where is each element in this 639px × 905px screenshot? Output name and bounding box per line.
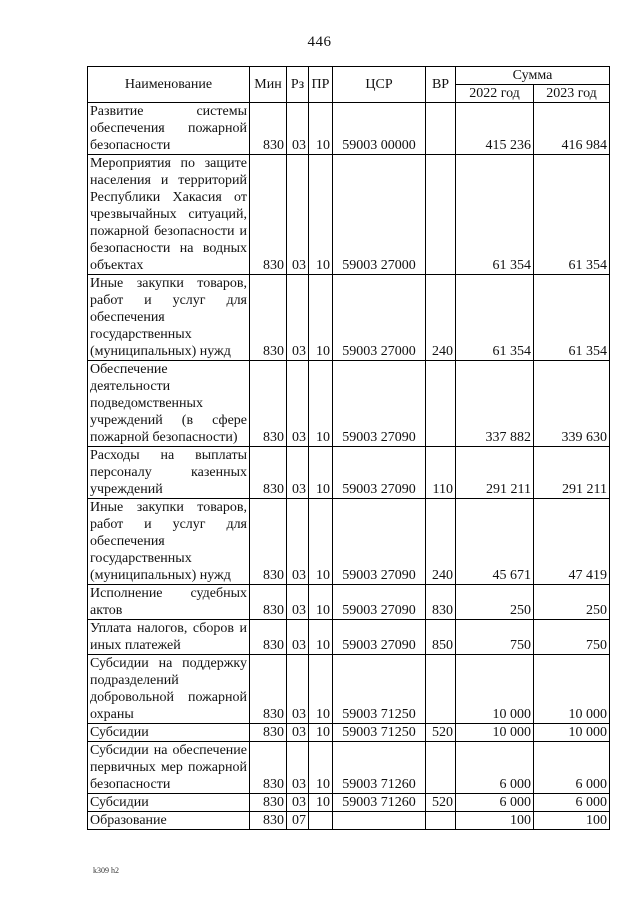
cell-name: Обеспечение деятельности подведомственных учреждений (в сфере пожарной безопасности) [88,361,250,447]
cell-2022: 415 236 [456,103,534,155]
cell-vr: 110 [426,447,456,499]
cell-pr: 10 [309,499,333,585]
cell-vr: 240 [426,499,456,585]
footer-code: k309 h2 [93,866,119,875]
cell-vr: 520 [426,794,456,812]
cell-vr [426,361,456,447]
cell-2022: 10 000 [456,655,534,724]
cell-csr: 59003 27000 [333,155,426,275]
table-row [88,499,610,585]
cell-2022: 61 354 [456,155,534,275]
cell-min: 830 [250,742,287,794]
cell-min: 830 [250,655,287,724]
cell-min: 830 [250,812,287,830]
table-row [88,655,610,724]
cell-csr [333,812,426,830]
cell-name: Субсидии [88,794,250,812]
cell-min: 830 [250,620,287,655]
cell-pr: 10 [309,794,333,812]
cell-min: 830 [250,724,287,742]
cell-2022: 10 000 [456,724,534,742]
cell-vr: 520 [426,724,456,742]
cell-min: 830 [250,794,287,812]
cell-2023: 100 [534,812,610,830]
cell-name: Исполнение судебных актов [88,585,250,620]
table-row [88,794,610,812]
cell-rz: 03 [287,724,309,742]
cell-rz: 03 [287,585,309,620]
cell-name: Образование [88,812,250,830]
cell-rz: 03 [287,447,309,499]
cell-pr: 10 [309,742,333,794]
header-csr: ЦСР [333,67,426,103]
table-row [88,812,610,830]
cell-rz: 03 [287,275,309,361]
cell-csr: 59003 71250 [333,724,426,742]
cell-pr: 10 [309,724,333,742]
cell-min: 830 [250,447,287,499]
cell-vr [426,812,456,830]
cell-2023: 6 000 [534,794,610,812]
table-row [88,103,610,155]
cell-2023: 47 419 [534,499,610,585]
cell-csr: 59003 71260 [333,794,426,812]
cell-2023: 6 000 [534,742,610,794]
cell-csr: 59003 27000 [333,275,426,361]
cell-pr: 10 [309,585,333,620]
cell-min: 830 [250,585,287,620]
cell-name: Субсидии на поддержку подразделений добровольной пожарной охраны [88,655,250,724]
cell-vr [426,742,456,794]
cell-2023: 10 000 [534,724,610,742]
cell-min: 830 [250,155,287,275]
cell-csr: 59003 27090 [333,585,426,620]
cell-name: Развитие системы обеспечения пожарной безопасности [88,103,250,155]
cell-min: 830 [250,103,287,155]
cell-pr: 10 [309,620,333,655]
cell-vr [426,103,456,155]
cell-name: Мероприятия по защите населения и территорий Республики Хакасия от чрезвычайных ситуаций, пожарной безопасности и безопасности на водных объектах [88,155,250,275]
cell-pr: 10 [309,275,333,361]
cell-2023: 291 211 [534,447,610,499]
cell-pr: 10 [309,361,333,447]
cell-min: 830 [250,361,287,447]
cell-2022: 291 211 [456,447,534,499]
cell-csr: 59003 27090 [333,447,426,499]
cell-rz: 07 [287,812,309,830]
header-vr: ВР [426,67,456,103]
header-year-2023: 2023 год [534,85,610,103]
cell-2022: 250 [456,585,534,620]
cell-rz: 03 [287,742,309,794]
cell-vr [426,155,456,275]
table-row [88,742,610,794]
cell-name: Субсидии на обеспечение первичных мер пожарной безопасности [88,742,250,794]
cell-csr: 59003 00000 [333,103,426,155]
cell-name: Субсидии [88,724,250,742]
cell-2023: 750 [534,620,610,655]
cell-vr: 830 [426,585,456,620]
cell-vr: 240 [426,275,456,361]
cell-vr: 850 [426,620,456,655]
table-row [88,585,610,620]
cell-pr: 10 [309,103,333,155]
cell-2023: 416 984 [534,103,610,155]
cell-rz: 03 [287,155,309,275]
cell-csr: 59003 71260 [333,742,426,794]
cell-rz: 03 [287,620,309,655]
cell-pr: 10 [309,655,333,724]
cell-2022: 61 354 [456,275,534,361]
budget-table [87,66,610,830]
cell-csr: 59003 27090 [333,620,426,655]
table-header [88,67,610,103]
cell-rz: 03 [287,361,309,447]
table-row [88,620,610,655]
cell-pr [309,812,333,830]
cell-name: Иные закупки товаров, работ и услуг для обеспечения государственных (муниципальных) нужд [88,499,250,585]
cell-rz: 03 [287,655,309,724]
cell-min: 830 [250,499,287,585]
table-row [88,155,610,275]
cell-2023: 61 354 [534,155,610,275]
table-row [88,275,610,361]
cell-2023: 61 354 [534,275,610,361]
header-rz: Рз [287,67,309,103]
cell-2022: 6 000 [456,794,534,812]
cell-rz: 03 [287,794,309,812]
cell-vr [426,655,456,724]
header-min: Мин [250,67,287,103]
cell-rz: 03 [287,103,309,155]
cell-2022: 6 000 [456,742,534,794]
table-row [88,447,610,499]
cell-2023: 10 000 [534,655,610,724]
cell-2022: 337 882 [456,361,534,447]
cell-rz: 03 [287,499,309,585]
cell-2023: 250 [534,585,610,620]
cell-pr: 10 [309,447,333,499]
header-year-2022: 2022 год [456,85,534,103]
cell-csr: 59003 27090 [333,499,426,585]
cell-csr: 59003 27090 [333,361,426,447]
cell-name: Иные закупки товаров, работ и услуг для обеспечения государственных (муниципальных) нужд [88,275,250,361]
cell-name: Расходы на выплаты персоналу казенных учреждений [88,447,250,499]
header-pr: ПР [309,67,333,103]
cell-2022: 100 [456,812,534,830]
cell-min: 830 [250,275,287,361]
table-row [88,724,610,742]
cell-2023: 339 630 [534,361,610,447]
cell-2022: 45 671 [456,499,534,585]
cell-csr: 59003 71250 [333,655,426,724]
table-row [88,361,610,447]
cell-2022: 750 [456,620,534,655]
table-body [88,103,610,830]
cell-pr: 10 [309,155,333,275]
page-number: 446 [307,34,332,50]
header-name: Наименование [88,67,250,103]
cell-name: Уплата налогов, сборов и иных платежей [88,620,250,655]
header-sum: Сумма [456,67,610,85]
